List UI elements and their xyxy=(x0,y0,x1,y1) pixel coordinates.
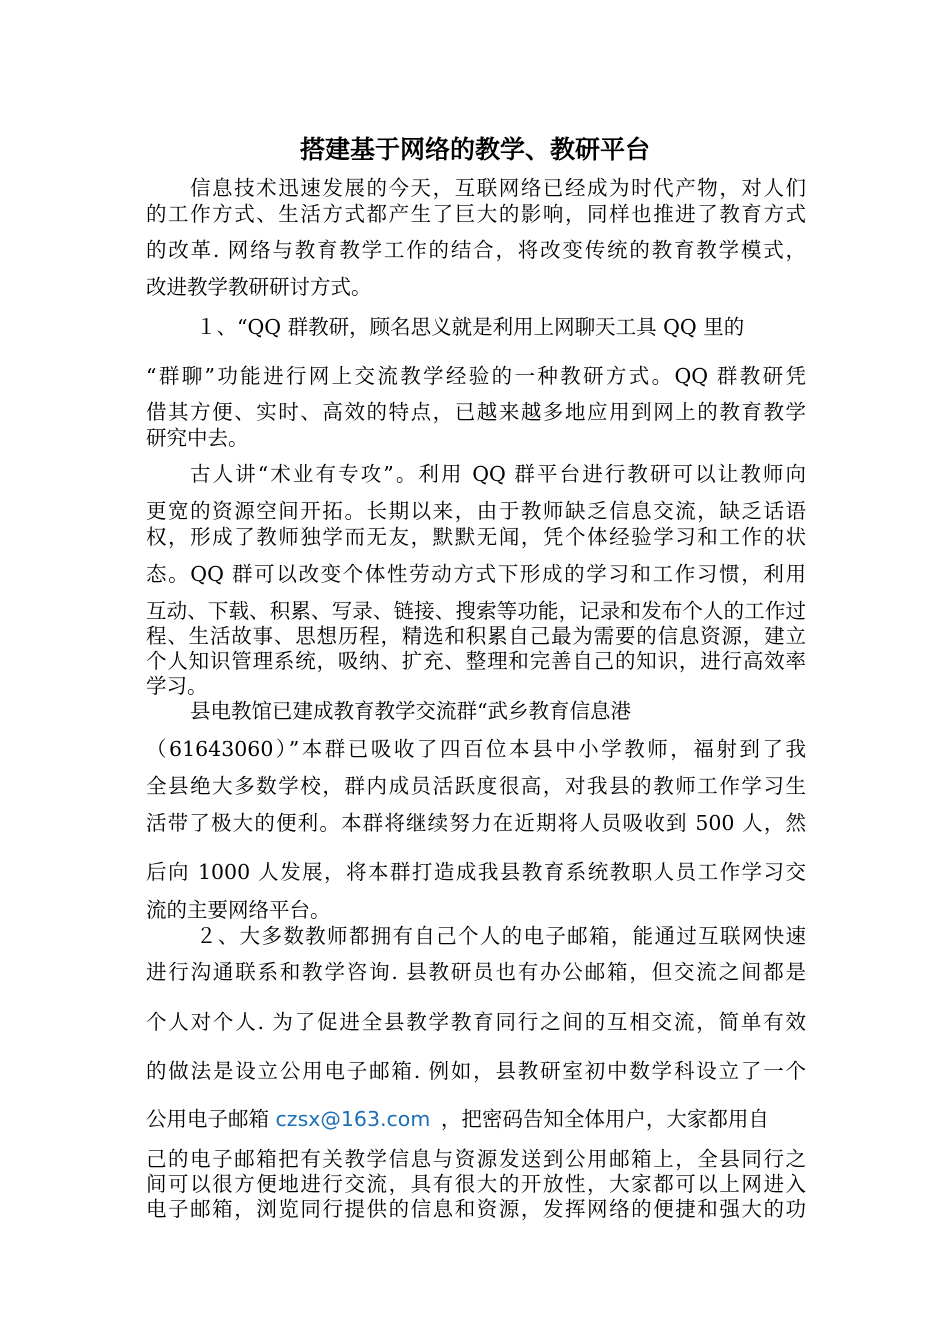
paragraph-line: 己的电子邮箱把有关教学信息与资源发送到公用邮箱上，全县同行之 xyxy=(146,1147,806,1171)
paragraph-line: 进行沟通联系和教学咨询. 县教研员也有办公邮箱，但交流之间都是 xyxy=(146,960,806,984)
paragraph-line: 后向 1000 人发展，将本群打造成我县教育系统教职人员工作学习交 xyxy=(146,860,806,884)
paragraph-line: 研究中去。 xyxy=(146,426,249,450)
paragraph-line: “群聊”功能进行网上交流教学经验的一种教研方式。QQ 群教研凭 xyxy=(146,364,806,388)
paragraph-line: 的做法是设立公用电子邮箱. 例如，县教研室初中数学科设立了一个 xyxy=(146,1059,806,1083)
paragraph-line: 古人讲“术业有专攻”。利用 QQ 群平台进行教研可以让教师向 xyxy=(190,462,806,486)
paragraph-line: 个人对个人. 为了促进全县教学教育同行之间的互相交流，简单有效 xyxy=(146,1010,806,1034)
paragraph-text: 公用电子邮箱 xyxy=(146,1107,269,1131)
document-title: 搭建基于网络的教学、教研平台 xyxy=(299,135,650,164)
paragraph-line: 改进教学教研研讨方式。 xyxy=(146,275,372,299)
email-link[interactable]: czsx@163.com xyxy=(275,1107,431,1131)
paragraph-line: 态。QQ 群可以改变个体性劳动方式下形成的学习和工作习惯，利用 xyxy=(146,562,806,586)
paragraph-line: 电子邮箱，浏览同行提供的信息和资源，发挥网络的便捷和强大的功 xyxy=(146,1197,806,1221)
paragraph-line: 全县绝大多数学校，群内成员活跃度很高，对我县的教师工作学习生 xyxy=(146,774,806,798)
paragraph-line: １、“QQ 群教研，顾名思义就是利用上网聊天工具 QQ 里的 xyxy=(196,315,745,339)
paragraph-line: 县电教馆已建成教育教学交流群“武乡教育信息港 xyxy=(190,699,631,723)
paragraph-line: 学习。 xyxy=(146,674,208,698)
paragraph-line xyxy=(146,1105,806,1133)
paragraph-line: 权，形成了教师独学而无友，默默无闻，凭个体经验学习和工作的状 xyxy=(146,525,806,549)
paragraph-line: 借其方便、实时、高效的特点，已越来越多地应用到网上的教育教学 xyxy=(146,400,806,424)
paragraph-line: 的工作方式、生活方式都产生了巨大的影响，同样也推进了教育方式 xyxy=(146,202,806,226)
paragraph-line: 间可以很方便地进行交流，具有很大的开放性，大家都可以上网进入 xyxy=(146,1172,806,1196)
paragraph-line: 的改革. 网络与教育教学工作的结合，将改变传统的教育教学模式， xyxy=(146,238,806,262)
paragraph-line: 个人知识管理系统，吸纳、扩充、整理和完善自己的知识，进行高效率 xyxy=(146,649,806,673)
paragraph-line: （61643060）”本群已吸收了四百位本县中小学教师，福射到了我 xyxy=(146,737,806,761)
paragraph-line: 互动、下载、积累、写录、链接、搜索等功能，记录和发布个人的工作过 xyxy=(146,599,806,623)
paragraph-line: ２、大多数教师都拥有自己个人的电子邮箱，能通过互联网快速 xyxy=(196,924,806,948)
paragraph-line: 信息技术迅速发展的今天，互联网络已经成为时代产物，对人们 xyxy=(190,176,806,200)
paragraph-line: 更宽的资源空间开拓。长期以来，由于教师缺乏信息交流，缺乏话语 xyxy=(146,499,806,523)
paragraph-line: 程、生活故事、思想历程，精选和积累自己最为需要的信息资源，建立 xyxy=(146,624,806,648)
paragraph-line: 流的主要网络平台。 xyxy=(146,898,331,922)
paragraph-line: 活带了极大的便利。本群将继续努力在近期将人员吸收到 500 人，然 xyxy=(146,811,806,835)
paragraph-text: ，把密码告知全体用户，大家都用自 xyxy=(440,1107,769,1131)
